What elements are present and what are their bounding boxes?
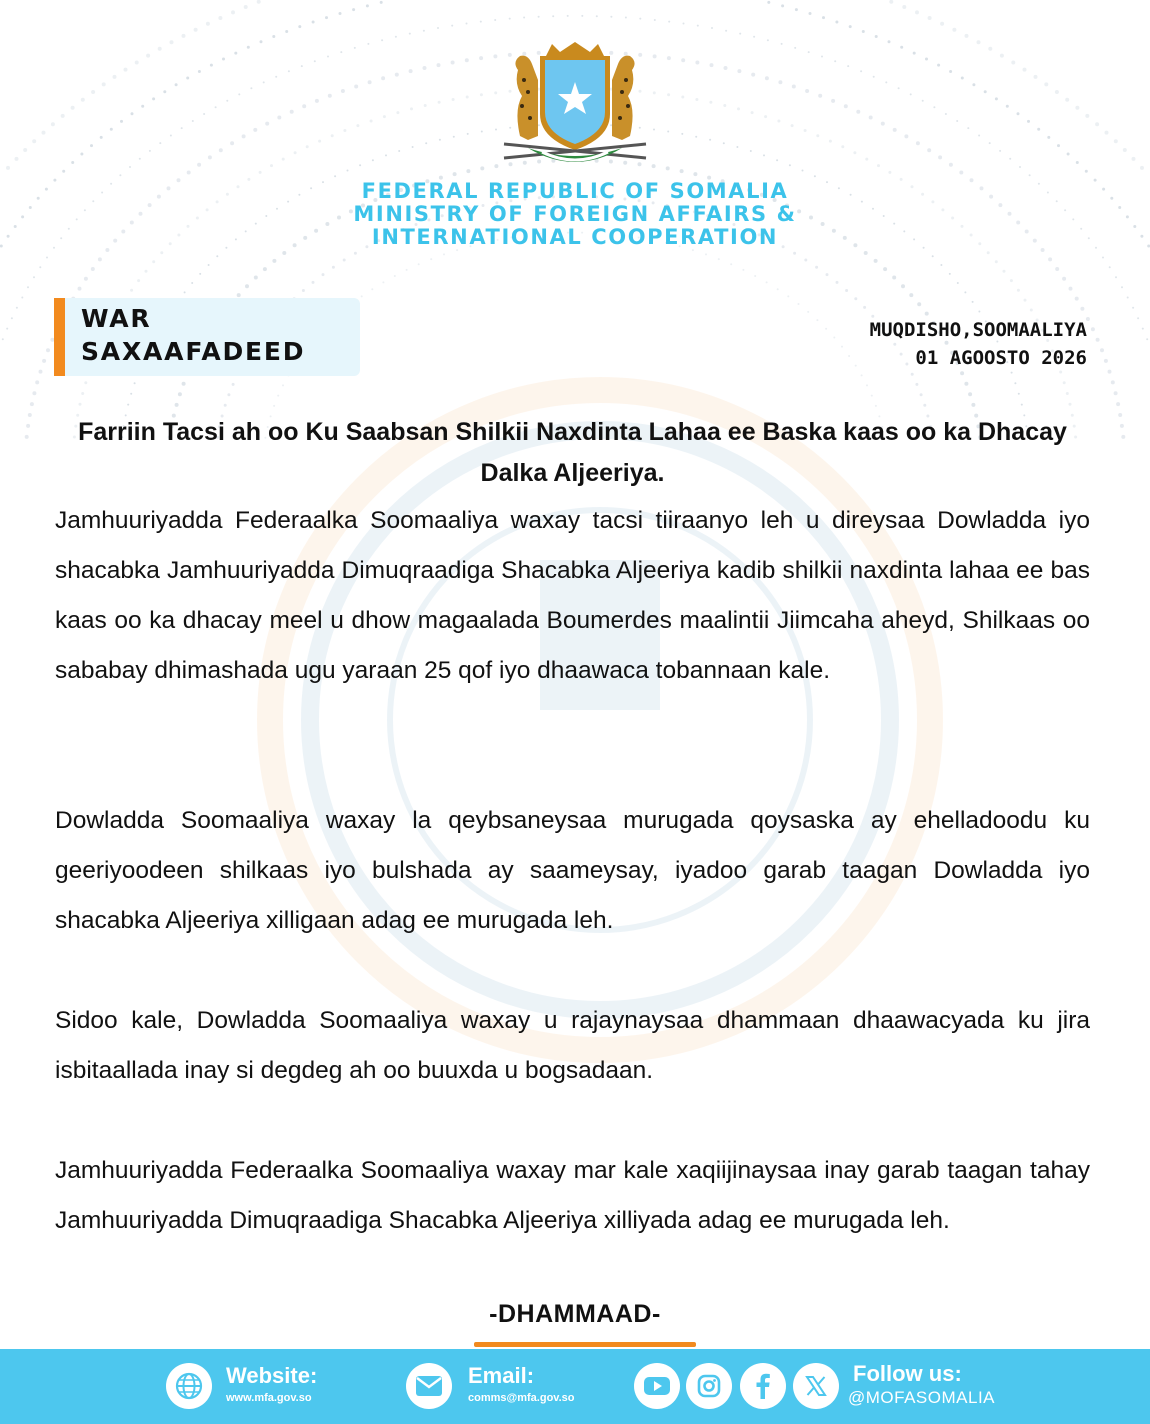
x-icon[interactable]	[793, 1363, 839, 1409]
ministry-line-3: INTERNATIONAL COOPERATION	[371, 225, 779, 249]
press-release-label	[54, 298, 360, 376]
press-headline: Farriin Tacsi ah oo Ku Saabsan Shilkii Naxdinta Lahaa ee Baska kaas oo ka Dhacay Dalka Aljeeriya.	[78, 418, 1067, 487]
email-icon	[406, 1363, 452, 1409]
ministry-title	[300, 180, 850, 249]
ministry-line-1: FEDERAL REPUBLIC OF SOMALIA	[361, 179, 789, 203]
dateline-location: MUQDISHO,SOOMAALIYA	[869, 319, 1087, 341]
coat-of-arms-emblem	[498, 40, 652, 176]
website-link[interactable]: www.mfa.gov.so	[226, 1392, 312, 1404]
dateline	[830, 316, 1087, 372]
body-paragraph-4: Jamhuuriyadda Federaalka Soomaaliya waxay mar kale xaqiijinaysaa inay garab taagan tahay Jamhuuriyadda Dimuqraadiga Shacabka Aljeeriya xilliyada adag ee murugada leh.	[55, 1157, 1090, 1234]
end-divider	[474, 1342, 696, 1347]
footer-bar	[0, 1349, 1150, 1424]
body-paragraph-2: Dowladda Soomaaliya waxay la qeybsaneysaa murugada qoysaska ay ehelladoodu ku geeriyoodeen shilkaas iyo bulshada ay saameysay, iyadoo garab taagan Dowladda iyo shacabka Aljeeriya xilligaan adag ee murugada leh.	[55, 807, 1090, 934]
press-label-line-1: WAR	[81, 304, 152, 333]
follow-us-label: Follow us:	[853, 1361, 962, 1386]
email-link[interactable]: comms@mfa.gov.so	[468, 1392, 575, 1404]
globe-icon	[166, 1363, 212, 1409]
end-marker: -DHAMMAAD-	[489, 1300, 661, 1328]
body-paragraph-3: Sidoo kale, Dowladda Soomaaliya waxay u rajaynaysaa dhammaan dhaawacyada ku jira isbitaallada inay si degdeg ah oo buuxda u bogsadaan.	[55, 1007, 1090, 1084]
email-label: Email:	[468, 1363, 535, 1388]
facebook-icon[interactable]	[740, 1363, 786, 1409]
ministry-line-2: MINISTRY OF FOREIGN AFFAIRS &	[353, 202, 797, 226]
instagram-icon[interactable]	[686, 1363, 732, 1409]
youtube-icon[interactable]	[634, 1363, 680, 1409]
body-paragraph-1: Jamhuuriyadda Federaalka Soomaaliya waxay tacsi tiiraanyo leh u direysaa Dowladda iyo shacabka Jamhuuriyadda Dimuqraadiga Shacabka Aljeeriya kadib shilkii naxdinta lahaa ee bas kaas oo ka dhacay meel u dhow magaalada Boumerdes maalintii Jiimcaha aheyd, Shilkaas oo sababay dhimashada ugu yaraan 25 qof iyo dhaawaca tobannaan kale.	[55, 507, 1090, 684]
press-label-line-2: SAXAAFADEED	[81, 337, 306, 366]
social-handle[interactable]: @MOFASOMALIA	[848, 1388, 996, 1407]
website-label: Website:	[226, 1363, 318, 1388]
dateline-date: 01 AGOOSTO 2026	[915, 347, 1087, 369]
